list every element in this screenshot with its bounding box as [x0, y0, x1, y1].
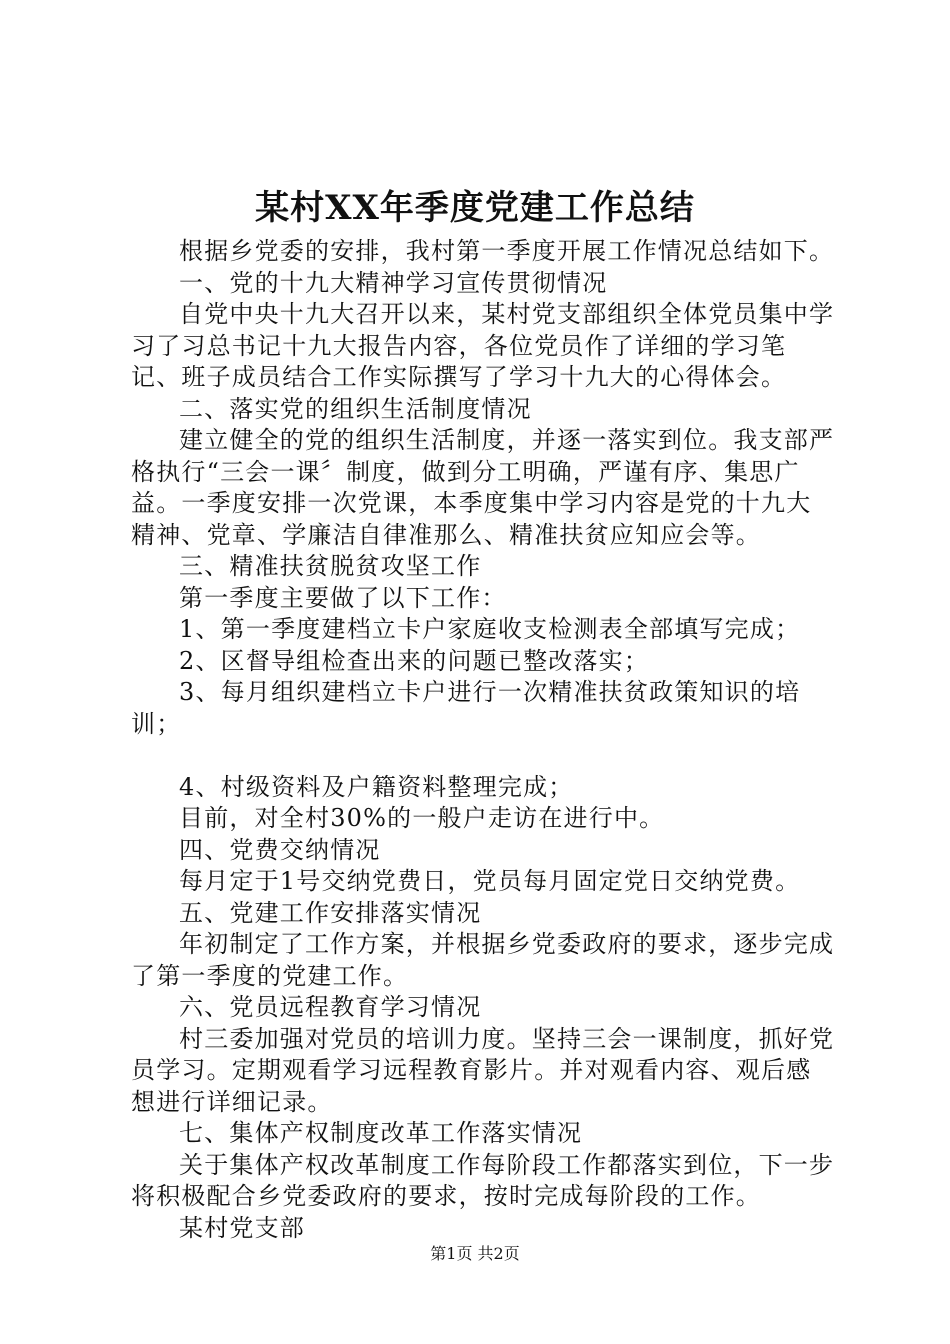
paragraph-section-7: 关于集体产权改革制度工作每阶段工作都落实到位，下一步将积极配合乡党委政府的要求，按时完成每阶段的工作。 — [131, 1150, 835, 1210]
document-title: 某村XX年季度党建工作总结 — [255, 188, 695, 228]
list-item-3: 3、每月组织建档立卡户进行一次精准扶贫政策知识的培训； — [131, 678, 801, 738]
paragraph-section-2: 建立健全的党的组织生活制度，并逐一落实到位。我支部严格执行“三会一课〞制度，做到分工明确，严谨有序、集思广益。一季度安排一次党课，本季度集中学习内容是党的十九大精神、党章、学廉洁自律准那么、精准扶贫应知应会等。 — [131, 426, 835, 549]
signature: 某村党支部 — [179, 1213, 305, 1242]
list-item-2: 2、区督导组检查出来的问题已整改落实； — [179, 646, 650, 675]
section-heading-2: 二、落实党的组织生活制度情况 — [179, 394, 532, 423]
list-item-4: 4、村级资料及户籍资料整理完成； — [179, 772, 574, 801]
paragraph-section-5: 年初制定了工作方案，并根据乡党委政府的要求，逐步完成了第一季度的党建工作。 — [131, 930, 835, 990]
page-number-footer: 第1页 共2页 — [430, 1244, 520, 1263]
section-heading-7: 七、集体产权制度改革工作落实情况 — [179, 1119, 583, 1147]
paragraph-section-3-lead: 第一季度主要做了以下工作： — [179, 583, 507, 612]
paragraph-section-4: 每月定于1号交纳党费日，党员每月固定党日交纳党费。 — [179, 867, 801, 895]
paragraph-section-6: 村三委加强对党员的培训力度。坚持三会一课制度，抓好党员学习。定期观看学习远程教育影片。并对观看内容、观后感想进行详细记录。 — [131, 1024, 835, 1116]
paragraph-survey-status: 目前，对全村30%的一般户走访在进行中。 — [179, 804, 665, 832]
document-body — [131, 236, 836, 1244]
section-heading-6: 六、党员远程教育学习情况 — [179, 993, 482, 1021]
section-heading-5: 五、党建工作安排落实情况 — [179, 898, 482, 927]
list-item-1: 1、第一季度建档立卡户家庭收支检测表全部填写完成； — [179, 615, 801, 643]
blank-line — [131, 740, 836, 772]
section-heading-1: 一、党的十九大精神学习宣传贯彻情况 — [179, 268, 608, 297]
paragraph-section-1: 自党中央十九大召开以来，某村党支部组织全体党员集中学习了习总书记十九大报告内容，各位党员作了详细的学习笔记、班子成员结合工作实际撰写了学习十九大的心得体会。 — [131, 300, 835, 391]
paragraph-intro: 根据乡党委的安排，我村第一季度开展工作情况总结如下。 — [179, 237, 835, 265]
section-heading-3: 三、精准扶贫脱贫攻坚工作 — [179, 552, 482, 580]
section-heading-4: 四、党费交纳情况 — [179, 835, 381, 864]
